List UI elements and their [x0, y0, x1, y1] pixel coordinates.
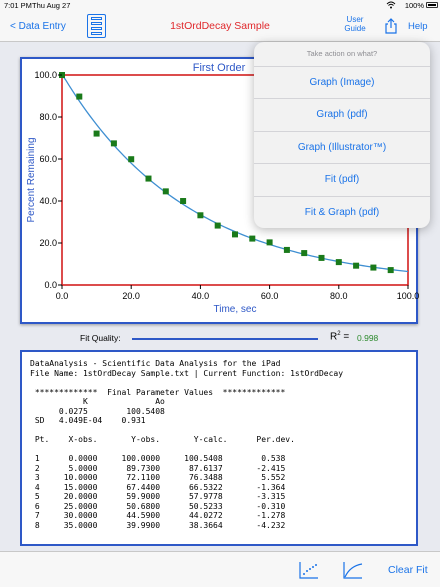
data-point	[232, 231, 238, 237]
results-line: K Ao	[30, 397, 165, 406]
data-point	[94, 131, 100, 137]
results-line: 2 5.0000 89.7300 87.6137 -2.415	[30, 463, 286, 473]
x-tick-label: 0.0	[55, 291, 69, 301]
data-point	[163, 188, 169, 194]
battery-percent: 100%	[404, 1, 424, 10]
graph-image-option[interactable]: Graph (Image)	[254, 66, 430, 98]
fit-quality-label: Fit Quality:	[80, 333, 121, 343]
results-line	[30, 445, 343, 455]
results-line: 3 10.0000 72.1100 76.3488 5.552	[30, 473, 286, 482]
chart-title: First Order	[192, 62, 246, 74]
user-guide-button[interactable]: User Guide	[344, 15, 366, 33]
graph-illustrator-option[interactable]: Graph (Illustrator™)	[254, 131, 430, 163]
results-line: 5 20.0000 59.9000 57.9778 -3.315	[30, 492, 286, 501]
r-squared-value: 0.998	[357, 333, 379, 343]
y-tick-label: 0.0	[44, 280, 57, 290]
data-point	[111, 140, 117, 146]
y-tick-label: 20.0	[39, 238, 57, 248]
results-line: ************* Final Parameter Values *************	[30, 387, 286, 397]
results-line: 0.0275 100.5408	[30, 406, 165, 416]
data-point	[128, 156, 134, 162]
y-tick-label: 100.0	[34, 70, 57, 80]
data-point	[76, 94, 82, 100]
data-point	[197, 212, 203, 218]
results-text	[30, 359, 343, 530]
bottom-toolbar	[0, 551, 440, 587]
results-line: 7 30.0000 44.5900 44.0272 -1.278	[30, 511, 286, 520]
x-tick-label: 60.0	[260, 291, 279, 301]
y-axis-label: Percent Remaining	[26, 137, 37, 223]
data-point	[267, 239, 273, 245]
data-point	[215, 223, 221, 229]
y-tick-label: 60.0	[39, 154, 57, 164]
data-point	[301, 250, 307, 256]
x-axis-label: Time, sec	[213, 304, 257, 315]
data-point	[249, 236, 255, 242]
y-tick-label: 80.0	[39, 112, 57, 122]
fit-pdf-option[interactable]: Fit (pdf)	[254, 163, 430, 195]
share-action-popover	[254, 42, 430, 228]
r-squared-label: $R^2$ =	[330, 331, 350, 343]
share-icon[interactable]	[384, 18, 398, 34]
wifi-icon	[386, 1, 396, 9]
popover-header: Take action on what?	[306, 49, 378, 58]
results-line: 4 15.0000 67.4400 66.5322 -1.364	[30, 482, 286, 492]
battery-icon	[426, 2, 438, 8]
x-tick-label: 80.0	[330, 291, 348, 301]
results-line: 6 25.0000 50.6800 50.5233 -0.310	[30, 501, 286, 511]
data-point	[146, 176, 152, 182]
data-point	[370, 265, 376, 271]
graph-pdf-option[interactable]: Graph (pdf)	[254, 98, 430, 130]
status-date: Thu Aug 27	[32, 1, 71, 10]
clear-fit-button[interactable]: Clear Fit	[388, 564, 428, 576]
status-time: 7:01 PM	[4, 1, 32, 10]
results-output-panel[interactable]	[20, 350, 418, 546]
results-line: DataAnalysis - Scientific Data Analysis for the iPad	[30, 359, 281, 368]
fit-and-graph-pdf-option[interactable]: Fit & Graph (pdf)	[254, 196, 430, 228]
results-line	[30, 378, 343, 388]
back-button[interactable]: < Data Entry	[10, 21, 66, 32]
data-point	[284, 247, 290, 253]
data-point	[180, 198, 186, 204]
results-line: SD 4.049E-04 0.931	[30, 416, 146, 425]
data-point	[319, 255, 325, 261]
fit-quality-bar	[132, 338, 318, 340]
y-tick-label: 40.0	[39, 196, 57, 206]
page-title: 1stOrdDecay Sample	[170, 20, 270, 32]
x-tick-label: 100.0	[396, 291, 420, 301]
scatter-plot-icon[interactable]	[298, 560, 320, 580]
data-point	[336, 259, 342, 265]
results-line: Pt. X-obs. Y-obs. Y-calc. Per.dev.	[30, 435, 295, 444]
data-point	[388, 267, 394, 273]
curve-fit-icon[interactable]	[342, 560, 364, 580]
navigation-bar	[0, 12, 440, 42]
data-point	[353, 263, 359, 269]
status-bar	[0, 0, 440, 12]
results-line: File Name: 1stOrdDecay Sample.txt | Current Function: 1stOrdDecay	[30, 368, 344, 378]
help-button[interactable]: Help	[408, 21, 428, 32]
fit-quality-row	[0, 330, 440, 346]
x-tick-label: 40.0	[191, 291, 210, 301]
x-tick-label: 20.0	[122, 291, 140, 301]
results-line: 1 0.0000 100.0000 100.5408 0.538	[30, 454, 286, 463]
results-line: 8 35.0000 39.9900 38.3664 -4.232	[30, 520, 286, 530]
results-line	[30, 426, 343, 436]
